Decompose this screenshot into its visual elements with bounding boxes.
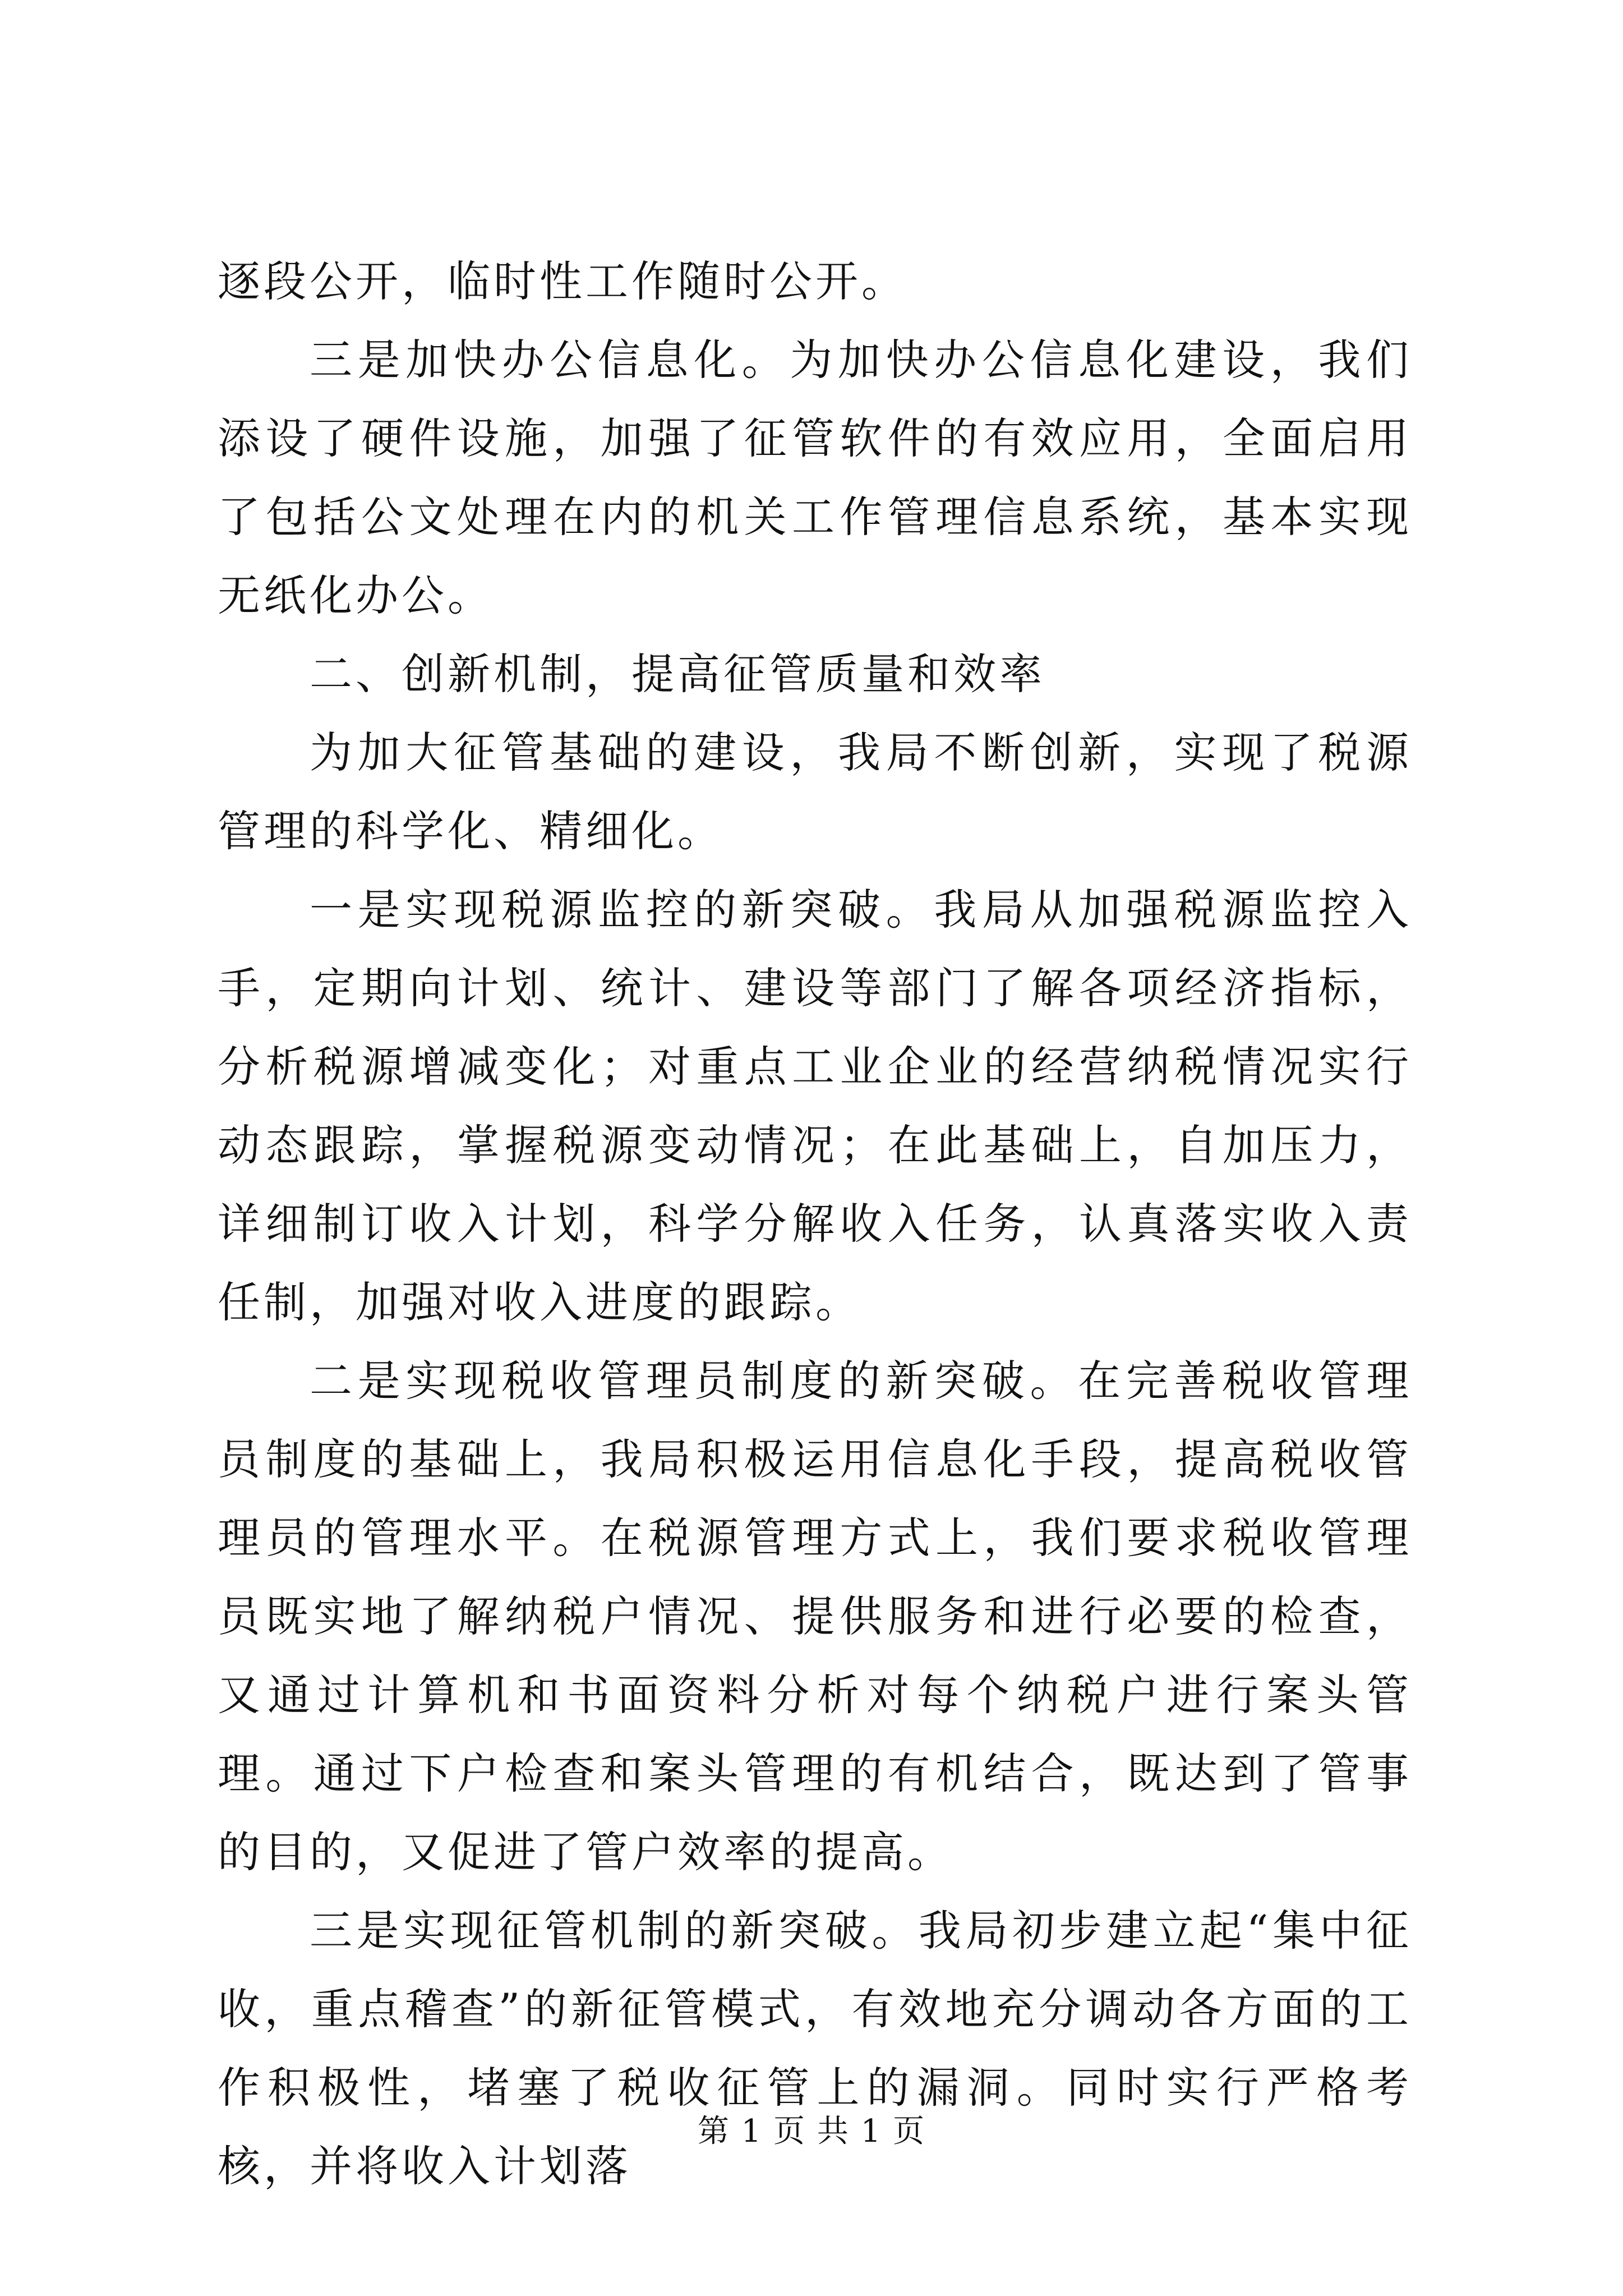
paragraph: 三是实现征管机制的新突破。我局初步建立起“集中征收，重点稽查”的新征管模式，有效地充分调动各方面的工作积极性，堵塞了税收征管上的漏洞。同时实行严格考核，并将收入计划落 (218, 1906, 1412, 2191)
document-body (218, 242, 1412, 2206)
page-footer: 第 1 页 共 1 页 (697, 2113, 926, 2150)
paragraph: 二是实现税收管理员制度的新突破。在完善税收管理员制度的基础上，我局积极运用信息化手段，提高税收管理员的管理水平。在税源管理方式上，我们要求税收管理员既实地了解纳税户情况、提供服务和进行必要的检查，又通过计算机和书面资料分析对每个纳税户进行案头管理。通过下户检查和案头管理的有机结合，既达到了管事的目的，又促进了管户效率的提高。 (218, 1356, 1412, 1877)
paragraph: 逐段公开，临时性工作随时公开。 (218, 256, 907, 306)
paragraph: 一是实现税源监控的新突破。我局从加强税源监控入手，定期向计划、统计、建设等部门了解各项经济指标，分析税源增减变化；对重点工业企业的经营纳税情况实行动态跟踪，掌握税源变动情况；在此基础上，自加压力，详细制订收入计划，科学分解收入任务，认真落实收入责任制，加强对收入进度的跟踪。 (218, 885, 1412, 1327)
paragraph: 为加大征管基础的建设，我局不断创新，实现了税源管理的科学化、精细化。 (218, 728, 1412, 856)
paragraph: 三是加快办公信息化。为加快办公信息化建设，我们添设了硬件设施，加强了征管软件的有效应用，全面启用了包括公文处理在内的机关工作管理信息系统，基本实现无纸化办公。 (218, 335, 1412, 620)
section-heading: 二、创新机制，提高征管质量和效率 (310, 649, 1045, 699)
